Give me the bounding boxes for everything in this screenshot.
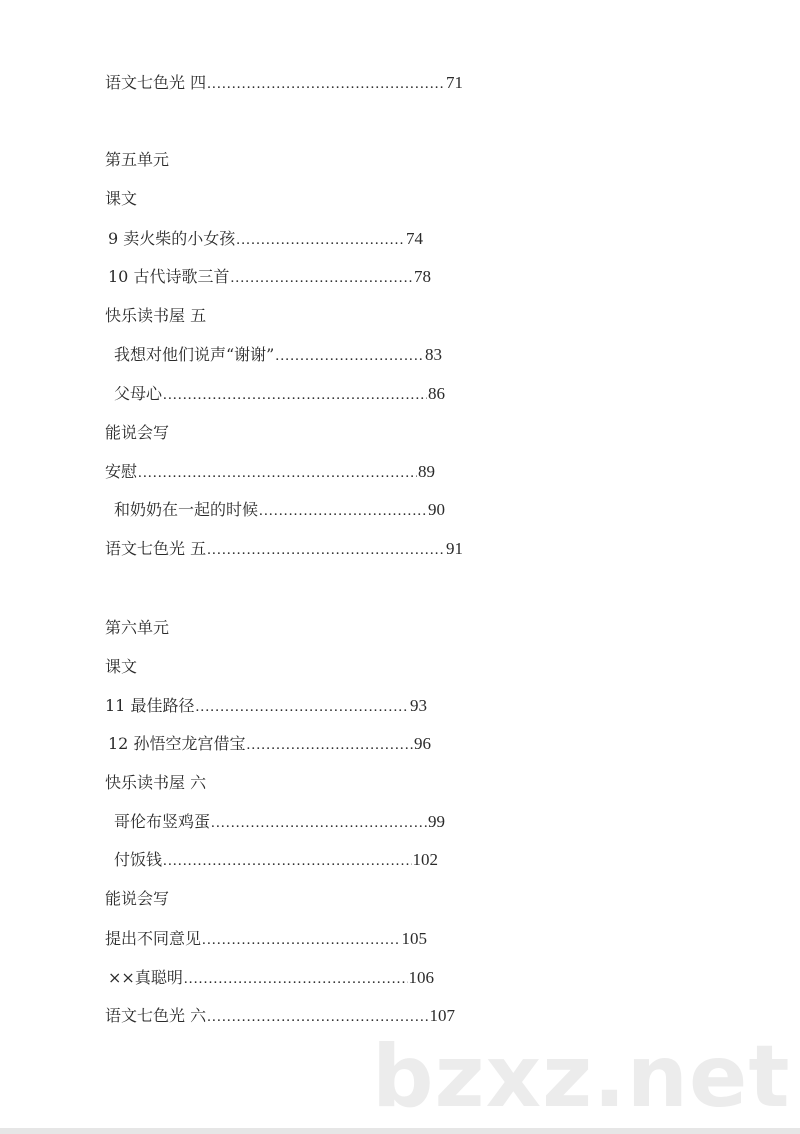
- toc-entry[interactable]: [108, 733, 431, 755]
- toc-entry[interactable]: [114, 383, 445, 405]
- dot-leader: [230, 267, 413, 289]
- toc-entry[interactable]: [105, 72, 463, 94]
- entry-page: 89: [418, 462, 435, 481]
- dot-leader: [207, 539, 445, 561]
- entry-title: 11 最佳路径: [105, 696, 195, 715]
- entry-title: 安慰: [105, 462, 138, 481]
- entry-page: 106: [408, 968, 434, 987]
- entry-page: 107: [429, 1006, 455, 1025]
- entry-title: 语文七色光 五: [105, 539, 207, 558]
- section-label: 能说会写: [105, 889, 170, 908]
- toc-entry[interactable]: [114, 344, 442, 366]
- toc-entry[interactable]: [114, 499, 445, 521]
- section-label: 课文: [105, 657, 138, 676]
- entry-title: 父母心: [114, 384, 163, 403]
- entry-page: 93: [410, 696, 427, 715]
- toc-entry[interactable]: [108, 228, 423, 250]
- entry-page: 71: [446, 73, 463, 92]
- entry-page: 102: [412, 850, 438, 869]
- toc-entry[interactable]: [108, 967, 434, 989]
- entry-page: 91: [446, 539, 463, 558]
- dot-leader: [259, 500, 427, 522]
- dot-leader: [163, 384, 427, 406]
- entry-title: 12 孙悟空龙宫借宝: [108, 734, 246, 753]
- section-label: 快乐读书屋 五: [105, 306, 207, 325]
- dot-leader: [236, 229, 405, 251]
- toc-entry[interactable]: [108, 266, 431, 288]
- dot-leader: [195, 696, 409, 718]
- entry-title: 9 卖火柴的小女孩: [108, 229, 236, 248]
- entry-title: 10 古代诗歌三首: [108, 267, 230, 286]
- dot-leader: [211, 812, 427, 834]
- section-label: 课文: [105, 189, 138, 208]
- unit-heading: 第五单元: [105, 150, 170, 169]
- toc-entry[interactable]: [105, 695, 427, 717]
- toc-entry[interactable]: [105, 1005, 455, 1027]
- entry-title: 和奶奶在一起的时候: [114, 500, 259, 519]
- entry-title: 语文七色光 六: [105, 1006, 207, 1025]
- watermark: bzxz.net: [372, 1027, 791, 1127]
- entry-page: 96: [414, 734, 431, 753]
- entry-title: 语文七色光 四: [105, 73, 207, 92]
- entry-page: 74: [406, 229, 423, 248]
- dot-leader: [207, 1006, 428, 1028]
- toc-entry[interactable]: [105, 461, 435, 483]
- dot-leader: [184, 968, 408, 990]
- entry-title: 哥伦布竖鸡蛋: [114, 812, 211, 831]
- dot-leader: [207, 73, 445, 95]
- toc-entry[interactable]: [114, 849, 438, 871]
- entry-page: 86: [428, 384, 445, 403]
- page-bottom-edge: [0, 1128, 800, 1134]
- entry-page: 83: [425, 345, 442, 364]
- entry-title: 我想对他们说声“谢谢”: [114, 345, 275, 364]
- section-label: 能说会写: [105, 423, 170, 442]
- toc-entry[interactable]: [105, 928, 427, 950]
- dot-leader: [246, 734, 413, 756]
- entry-title: 提出不同意见: [105, 929, 202, 948]
- toc-entry[interactable]: [114, 811, 445, 833]
- entry-page: 99: [428, 812, 445, 831]
- section-label: 快乐读书屋 六: [105, 773, 207, 792]
- unit-heading: 第六单元: [105, 618, 170, 637]
- dot-leader: [202, 929, 400, 951]
- entry-title: ××真聪明: [108, 968, 183, 987]
- entry-page: 90: [428, 500, 445, 519]
- dot-leader: [138, 462, 417, 484]
- entry-title: 付饭钱: [114, 850, 163, 869]
- entry-page: 105: [401, 929, 427, 948]
- dot-leader: [275, 345, 424, 367]
- entry-page: 78: [414, 267, 431, 286]
- dot-leader: [163, 850, 411, 872]
- toc-entry[interactable]: [105, 538, 463, 560]
